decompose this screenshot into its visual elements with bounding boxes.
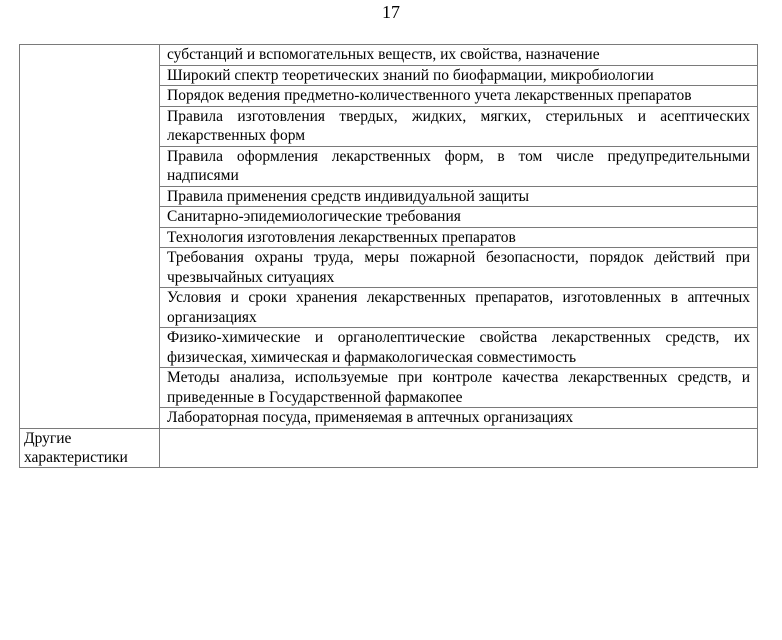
table-row: [20, 45, 758, 66]
knowledge-item: Правила применения средств индивидуальной защиты: [160, 186, 758, 207]
table-row-other: [20, 428, 758, 467]
knowledge-table: [19, 44, 758, 468]
knowledge-item: Условия и сроки хранения лекарственных препаратов, изготовленных в аптечных организациях: [160, 288, 758, 328]
knowledge-item: Требования охраны труда, меры пожарной безопасности, порядок действий при чрезвычайных ситуациях: [160, 248, 758, 288]
other-characteristics-label: Другие характеристики: [20, 428, 160, 467]
knowledge-item: субстанций и вспомогательных веществ, их свойства, назначение: [160, 45, 758, 66]
knowledge-item: Санитарно-эпидемиологические требования: [160, 207, 758, 228]
knowledge-item: Широкий спектр теоретических знаний по биофармации, микробиологии: [160, 65, 758, 86]
knowledge-item: Правила изготовления твердых, жидких, мягких, стерильных и асептических лекарственных форм: [160, 106, 758, 146]
knowledge-item: Технология изготовления лекарственных препаратов: [160, 227, 758, 248]
knowledge-item: Лабораторная посуда, применяемая в аптечных организациях: [160, 408, 758, 429]
empty-label-cell: [20, 45, 160, 429]
page-number: 17: [382, 2, 400, 22]
knowledge-item: Методы анализа, используемые при контроле качества лекарственных средств, и приведенные в Государственной фармакопее: [160, 368, 758, 408]
knowledge-item: Правила оформления лекарственных форм, в том числе предупредительными надписями: [160, 146, 758, 186]
knowledge-item: Порядок ведения предметно-количественного учета лекарственных препаратов: [160, 86, 758, 107]
knowledge-item: Физико-химические и органолептические свойства лекарственных средств, их физическая, химическая и фармакологическая совместимость: [160, 328, 758, 368]
other-characteristics-value: [160, 428, 758, 467]
